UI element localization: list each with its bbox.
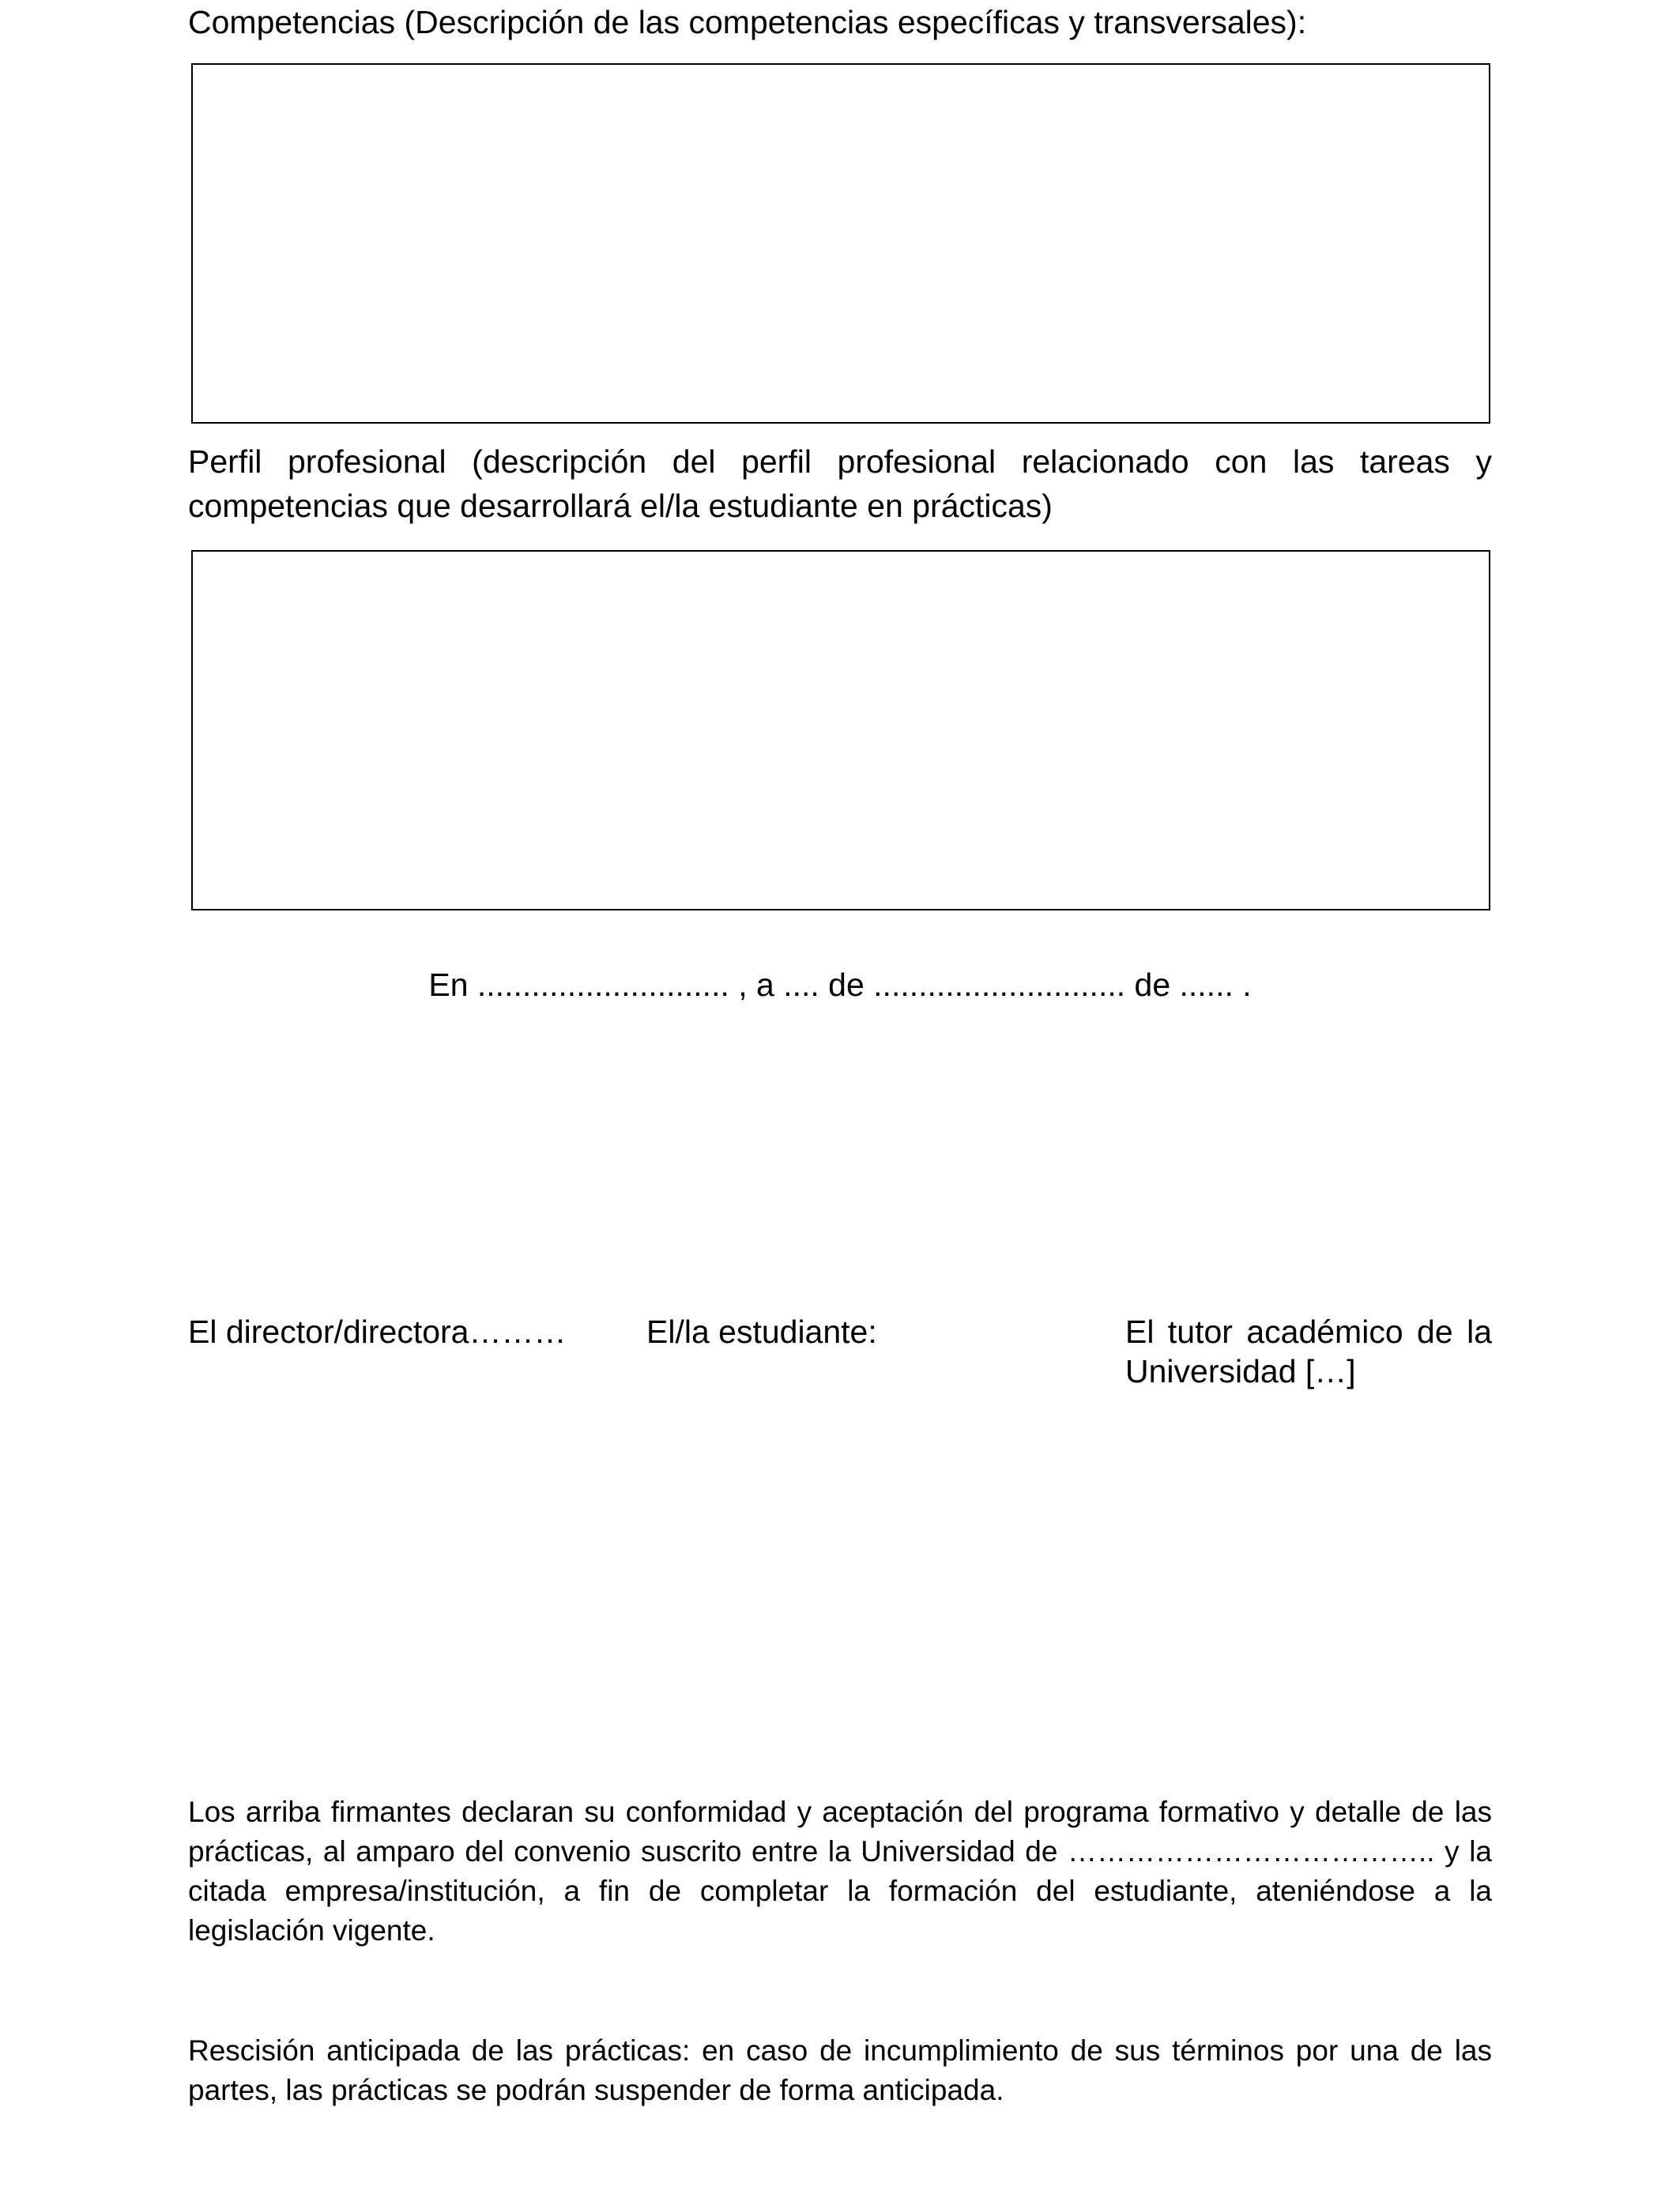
- perfil-profesional-label: Perfil profesional (descripción del perfil profesional relacionado con las tareas y competencias que desarrollará el/la estudiante en prácticas): [188, 443, 1492, 524]
- declaration-paragraph: Los arriba firmantes declaran su conformidad y aceptación del programa formativo y detalle de las prácticas, al amparo del convenio suscrito entre la Universidad de ……………………………….. y la citada empresa/institución, a fin de completar la formación del estudiante, ateniéndose a la legislación vigente.: [188, 1796, 1492, 1947]
- signature-student: El/la estudiante:: [646, 1314, 877, 1350]
- place-date-line: En ............................ , a .... de ............................ de ...... .: [428, 967, 1252, 1003]
- signature-director: El director/directora………: [188, 1314, 567, 1350]
- competencias-text-box[interactable]: [191, 63, 1490, 424]
- competencias-label: Competencias (Descripción de las competencias específicas y transversales):: [188, 4, 1307, 40]
- rescission-paragraph: Rescisión anticipada de las prácticas: en caso de incumplimiento de sus términos por una de las partes, las prácticas se podrán suspender de forma anticipada.: [188, 2034, 1492, 2106]
- perfil-profesional-text-box[interactable]: [191, 550, 1490, 910]
- signature-academic-tutor: El tutor académico de la Universidad […]: [1125, 1314, 1492, 1389]
